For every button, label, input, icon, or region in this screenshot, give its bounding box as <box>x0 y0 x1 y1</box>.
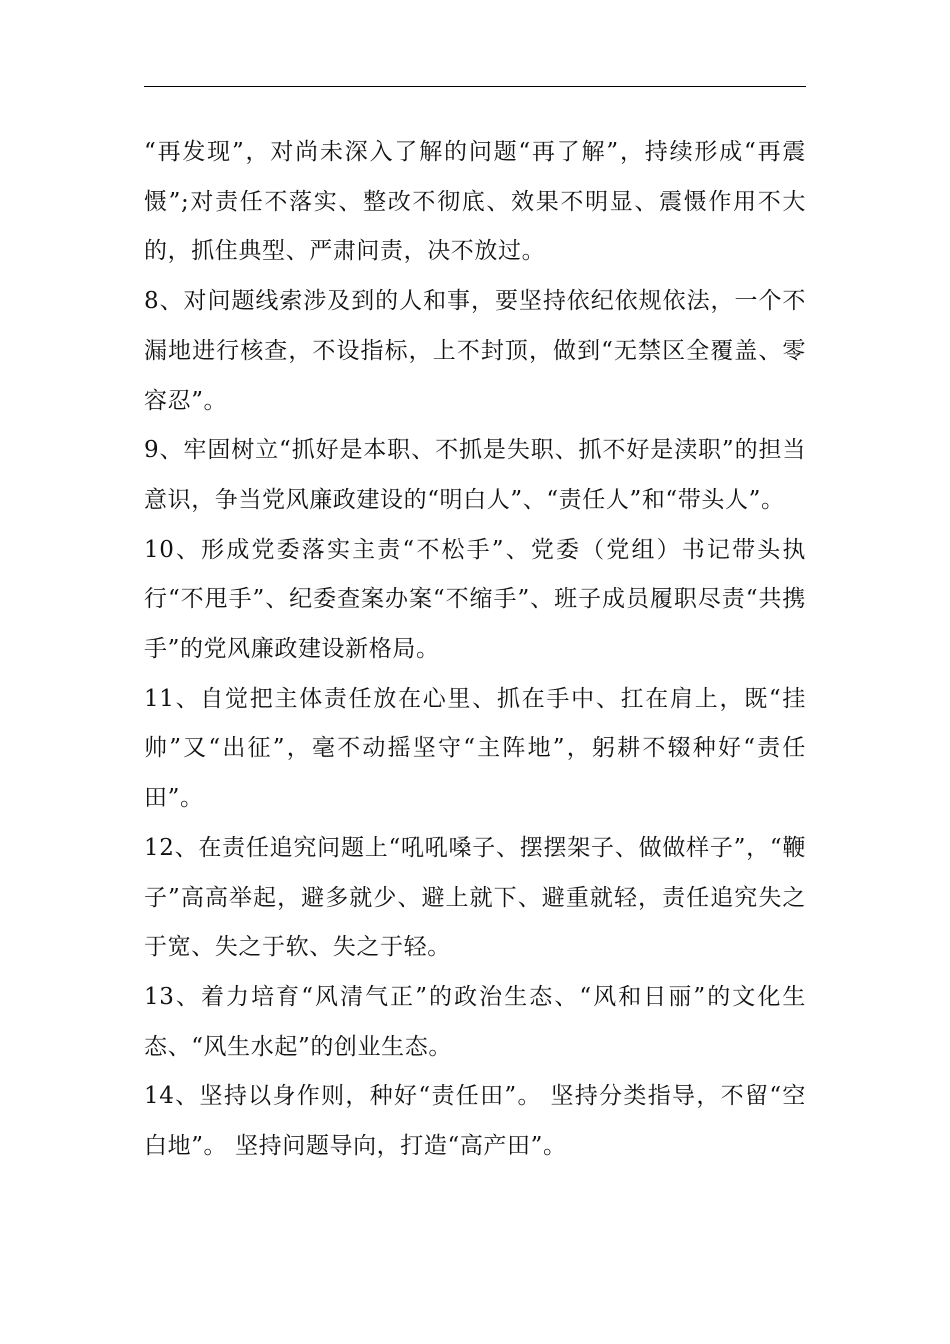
header-rule <box>144 86 806 87</box>
paragraph-item-8: 8、对问题线索涉及到的人和事，要坚持依纪依规依法，一个不漏地进行核查，不设指标，上不封顶，做到“无禁区全覆盖、零容忍”。 <box>144 288 806 414</box>
paragraph-continuation: “再发现”，对尚未深入了解的问题“再了解”，持续形成“再震慑”;对责任不落实、整改不彻底、效果不明显、震慑作用不大的，抓住典型、严肃问责，决不放过。 <box>144 139 806 265</box>
paragraph-item-9: 9、牢固树立“抓好是本职、不抓是失职、抓不好是渎职”的担当意识，争当党风廉政建设的“明白人”、“责任人”和“带头人”。 <box>144 437 806 513</box>
paragraph-item-12: 12、在责任追究问题上“吼吼嗓子、摆摆架子、做做样子”，“鞭子”高高举起，避多就少、避上就下、避重就轻，责任追究失之于宽、失之于软、失之于轻。 <box>144 834 806 961</box>
paragraph-item-10: 10、形成党委落实主责“不松手”、党委（党组）书记带头执行“不甩手”、纪委查案办案“不缩手”、班子成员履职尽责“共携手”的党风廉政建设新格局。 <box>144 536 806 663</box>
paragraph-item-13: 13、着力培育“风清气正”的政治生态、“风和日丽”的文化生态、“风生水起”的创业生态。 <box>144 983 806 1060</box>
paragraph-item-11: 11、自觉把主体责任放在心里、抓在手中、扛在肩上，既“挂帅”又“出征”，毫不动摇坚守“主阵地”，躬耕不辍种好“责任田”。 <box>144 685 806 812</box>
document-body <box>144 128 806 1172</box>
paragraph-item-14: 14、坚持以身作则，种好“责任田”。 坚持分类指导，不留“空白地”。 坚持问题导向，打造“高产田”。 <box>144 1083 806 1160</box>
